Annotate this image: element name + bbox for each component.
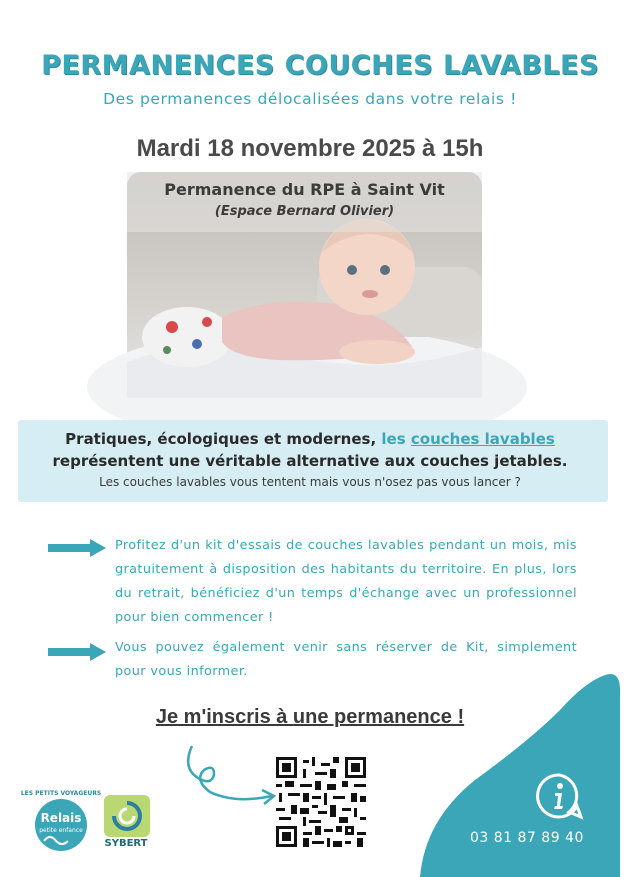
relais-logo-top-text: LES PETITS VOYAGEURS xyxy=(20,790,102,797)
sybert-label: SYBERT xyxy=(104,838,148,849)
banner-question: Les couches lavables vous tentent mais vous n'osez pas vous lancer ? xyxy=(99,475,521,489)
banner-accent-les: les xyxy=(381,430,406,448)
baby-photo xyxy=(127,172,482,398)
banner-line-1 xyxy=(0,430,620,448)
event-date: Mardi 18 novembre 2025 à 15h xyxy=(136,135,484,162)
curly-arrow-icon xyxy=(180,742,280,812)
photo-caption-subtitle: (Espace Bernard Olivier) xyxy=(214,204,395,219)
no-reservation-paragraph: Vous pouvez également venir sans réserver de Kit, simplement pour vous informer. xyxy=(115,640,577,679)
page-subtitle: Des permanences délocalisées dans votre relais ! xyxy=(103,90,517,108)
arrow-right-icon xyxy=(46,538,108,558)
photo-caption-title: Permanence du RPE à Saint Vit xyxy=(164,180,445,199)
phone-number: 03 81 87 89 40 xyxy=(470,830,584,846)
kit-paragraph: Profitez d'un kit d'essais de couches lavables pendant un mois, mis gratuitement à disposition des habitants du territoire. En plus, lors du retrait, bénéficiez d'un temps d'échange avec un professionnel pour bien commencer ! xyxy=(115,538,577,625)
couches-lavables-link[interactable]: couches lavables xyxy=(410,430,555,448)
relais-logo-name: Relais xyxy=(40,811,82,825)
banner-bold-text: Pratiques, écologiques et modernes, xyxy=(65,430,377,448)
page-title: PERMANENCES COUCHES LAVABLES xyxy=(41,50,599,81)
relais-logo-sub: petite enfance xyxy=(39,827,83,834)
relais-logo xyxy=(20,785,102,855)
qr-code[interactable] xyxy=(276,757,366,847)
register-cta[interactable]: Je m'inscris à une permanence ! xyxy=(155,706,465,728)
info-icon xyxy=(535,772,583,820)
sybert-logo xyxy=(104,795,150,837)
arrow-right-icon xyxy=(46,642,108,662)
banner-line-2: représentent une véritable alternative aux couches jetables. xyxy=(52,452,568,470)
